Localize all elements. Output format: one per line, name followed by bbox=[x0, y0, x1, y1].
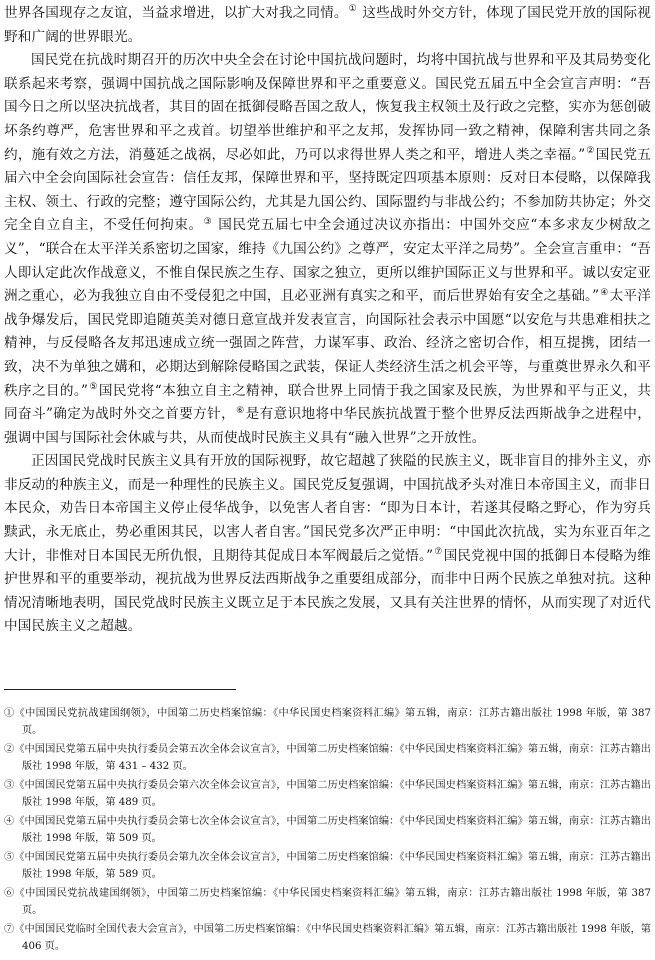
footnote-ref-1[interactable]: ① bbox=[348, 4, 357, 15]
footnote-5: ⑤《中国国民党第五届中央执行委员会第九次全体会议宣言》，中国第二历史档案馆编：《中华民国史档案资料汇编》第五辑，南京：江苏古籍出版社 1998 年版，第 589 页。 bbox=[4, 852, 651, 880]
footnote-ref-2[interactable]: ② bbox=[586, 146, 595, 157]
footnote-ref-6[interactable]: ⑥ bbox=[236, 405, 245, 416]
footnote-4: ④《中国国民党第五届中央执行委员会第七次全体会议宣言》，中国第二历史档案馆编：《中华民国史档案资料汇编》第五辑，南京：江苏古籍出版社 1998 年版，第 509 页。 bbox=[4, 816, 651, 844]
paragraph-2 bbox=[4, 49, 651, 450]
paragraph-2-text-e: 国民党将“本独立自主之精神，联合世界上同情于我之国家及民族，为世界和平与正义，共同奋斗”确定为战时外交之首要方针， bbox=[4, 382, 651, 423]
footnote-divider bbox=[4, 689, 236, 690]
paragraph-2-text-f: 是有意识地将中华民族抗战置于整个世界反法西斯战争之进程中，强调中国与国际社会休戚与共，从而使战时民族主义具有“融入世界”之开放性。 bbox=[4, 406, 651, 446]
paragraph-3-text-b: 国民党视中国的抵御日本侵略为维护世界和平的重要举动，视抗战为世界反法西斯战争之重要组成部分，而非中日两个民族之单独对抗。这种情况清晰地表明，国民党战时民族主义既立足于本民族之发展，又具有关注世界的情怀，从而实现了对近代中国民族主义之超越。 bbox=[4, 547, 652, 635]
footnote-6: ⑥《中国国民党抗战建国纲领》，中国第二历史档案馆编：《中华民国史档案资料汇编》第五辑，南京：江苏古籍出版社 1998 年版，第 387 页。 bbox=[4, 888, 651, 916]
footnote-3: ③《中国国民党第五届中央执行委员会第六次全体会议宣言》，中国第二历史档案馆编：《中华民国史档案资料汇编》第五辑，南京：江苏古籍出版社 1998 年版，第 489 页。 bbox=[4, 780, 651, 808]
footnote-ref-3[interactable]: ③ bbox=[203, 216, 213, 227]
paragraph-3 bbox=[4, 450, 651, 639]
paragraph-1 bbox=[4, 2, 651, 49]
paragraph-2-text-c: 国民党五届七中全会通过决议亦指出：中国外交应“本多求友少树敌之义”，“联合在太平洋关系密切之国家，维持《九国公约》之尊严，安定太平洋之局势”。全会宣言重申：“吾人即认定此次作战意义，不惟自保民族之生存、国家之独立，更所以维护国际正义与世界和平。诚以安定亚洲之重心，必为我独立自由不受侵犯之中国，且必亚洲有真实之和平，而后世界始有安全之基础。” bbox=[4, 217, 652, 305]
footnote-ref-5[interactable]: ⑤ bbox=[89, 381, 98, 392]
paragraph-1-text-b: 这些战时外交方针，体现了国民党开放的国际视野和广阔的世界眼光。 bbox=[4, 5, 652, 45]
paragraph-2-text-a: 国民党在抗战时期召开的历次中央全会在讨论中国抗战问题时，均将中国抗战与世界和平及其局势变化联系起来考察，强调中国抗战之国际影响及保障世界和平之重要意义。国民党五届五中全会宣言声明：“吾国今日之所以坚决抗战者，其目的固在抵御侵略吾国之敌人，恢复我主权领土及行政之完整，实亦为惩创破坏条约尊严，危害世界和平之戎首。切望举世维护和平之友邦，发挥协同一致之精神，保障利害共同之条约，施有效之方法，消蔓延之战祸，尽必如此，乃可以求得世界人类之和平，增进人类之幸福。” bbox=[4, 52, 651, 163]
footnotes bbox=[4, 705, 651, 957]
footnote-7: ⑦《中国国民党临时全国代表大会宣言》，中国第二历史档案馆编：《中华民国史档案资料汇编》第五辑，南京：江苏古籍出版社 1998 年版，第 406 页。 bbox=[4, 924, 651, 952]
paragraph-3-text-a: 正因国民党战时民族主义具有开放的国际视野，故它超越了狭隘的民族主义，既非盲目的排外主义，亦非反动的种族主义，而是一种理性的民族主义。国民党反复强调，中国抗战矛头对准日本帝国主义，而非日本民众，劝告日本帝国主义停止侵华战争，以免害人者自害：“即为日本计，若遂其侵略之野心，作为穷兵黩武，永无底止，势必重困其民，以害人者自害。”国民党多次严正申明：“中国此次抗战，实为东亚百年之大计，非惟对日本国民无所仇恨，且期待其促成日本军阀最后之觉悟。” bbox=[4, 453, 651, 564]
footnote-2: ②《中国国民党第五届中央执行委员会第五次全体会议宣言》，中国第二历史档案馆编：《中华民国史档案资料汇编》第五辑，南京：江苏古籍出版社 1998 年版，第 431 – 432 页。 bbox=[4, 744, 651, 772]
footnote-ref-4[interactable]: ④ bbox=[600, 287, 609, 298]
footnote-1: ①《中国国民党抗战建国纲领》，中国第二历史档案馆编：《中华民国史档案资料汇编》第五辑，南京：江苏古籍出版社 1998 年版，第 387 页。 bbox=[4, 708, 651, 736]
document-body bbox=[4, 2, 651, 639]
paragraph-2-text-d: 太平洋战争爆发后，国民党即追随英美对德日意宣战并发表宣言，向国际社会表示中国愿“以安危与共患难相扶之精神，与反侵略各友邦迅速成立统一强固之阵营，力谋军事、政治、经济之密切合作，相互提携，团结一致，决不为单独之媾和，必期达到解除侵略国之武装，保证人类经济生活之机会平等，与重奠世界永久和平秩序之目的。” bbox=[4, 288, 652, 399]
paragraph-1-text-a: 世界各国现存之友谊，当益求增进，以扩大对我之同情。 bbox=[4, 5, 348, 21]
paragraph-2-text-b: 国民党五届六中全会向国际社会宣告：信任友邦，保障世界和平，坚持既定四项基本原则：反对日本侵略，以保障我主权、领土、行政的完整；遵守国际公约，尤其是九国公约、国际盟约与非战公约；不参加防共协定；外交完全自立自主，不受任何拘束。 bbox=[4, 146, 651, 234]
footnote-ref-7[interactable]: ⑦ bbox=[434, 547, 443, 558]
